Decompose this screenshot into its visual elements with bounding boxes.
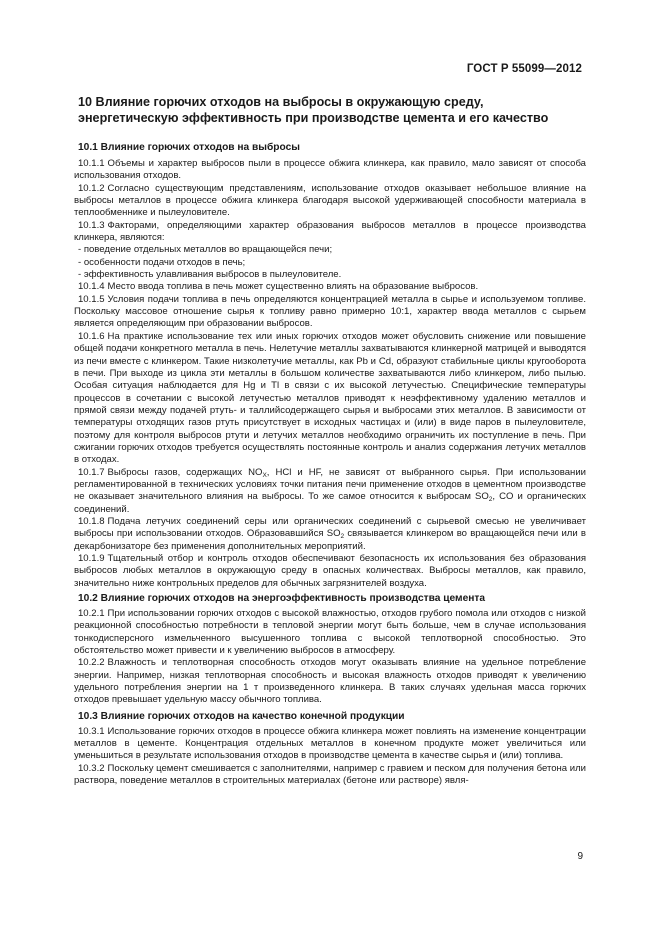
paragraph-number: 10.1.7 <box>78 466 105 478</box>
paragraph <box>74 608 586 657</box>
paragraph-number: 10.1.4 <box>78 281 105 293</box>
paragraph-text: , CO и органических соединений. <box>74 491 586 515</box>
paragraph-text: Влажность и теплотворная способность отходов могут оказывать влияние на удельное потребление энергии. Например, низкая теплотворная способность и высокая влажность отходов приводят к увеличению удельного потребления энергии на 1 т произведенного клинкера. В таких случаях удельная масса горючих отходов превышает удельную массу обычного топлива. <box>74 657 586 706</box>
paragraph-text: На практике использование тех или иных горючих отходов может обусловить снижение или повышение общей подачи конкретного металла в печь. Нелетучие металлы захватываются клинкерной матрицей и выводятся из печи вместе с клинкером. Такие низколетучие металлы, как Pb и Cd, образуют стабильные циклы кругооборота в печи. При выходе из цикла эти металлы в большом количестве захватываются либо клинкером, либо пылью. Особая ситуация наблюдается для Hg и Tl в связи с их высокой летучестью. Специфические температуры процессов в сочетании с высокой летучестью металлов приводят к неэффективному удалению металлов и прямой связи между подачей ртуть- и таллийсодержащего сырья и выбросами этих металлов. В зависимости от температуры отходящих газов ртуть присутствует в исходных частицах и (или) в виде паров в пылеуловителе, поэтому для контроля выбросов ртути и летучих металлов необходимо ограничить их поступление в печь. При сжигании горючих отходов требуется осуществлять постоянные контроль и анализ содержания летучих металлов в отходах. <box>74 330 586 466</box>
paragraph-number: 10.3.2 <box>78 762 105 774</box>
paragraph <box>74 331 586 467</box>
paragraph-number: 10.3.1 <box>78 725 105 737</box>
paragraph-number: 10.1.6 <box>78 330 105 342</box>
section-title: 10.1 Влияние горючих отходов на выбросы <box>78 142 300 153</box>
paragraph-text: Факторами, определяющими характер образования выбросов металлов в процессе производства клинкера, являются: <box>74 219 586 244</box>
paragraph <box>74 183 586 220</box>
section-title: 10.2 Влияние горючих отходов на энергоэффективность производства цемента <box>78 593 486 605</box>
paragraph-text: Согласно существующим представлениям, использование отходов оказывает небольшое влияние на выбросы металлов в процессе обжига клинкера благодаря высокой удерживающей способности материала в теплообменнике и пылеуловителе. <box>74 182 586 219</box>
paragraph-text: Выбросы газов, содержащих NO <box>107 466 263 478</box>
paragraph-text: Условия подачи топлива в печь определяются концентрацией металла в сырье и используемом топливе. Поскольку массовое отношение сырья к топливу равно примерно 10:1, характер ввода металлов с сырьем является определяющим при образовании выбросов. <box>74 293 586 330</box>
paragraph <box>74 657 586 706</box>
section-title: 10.3 Влияние горючих отходов на качество конечной продукции <box>78 710 405 722</box>
paragraph-number: 10.1.8 <box>78 515 105 527</box>
standard-header: ГОСТ Р 55099—2012 <box>466 63 582 75</box>
paragraph-text: Поскольку цемент смешивается с заполнителями, например с гравием и песком для получения бетона или раствора, поведение металлов в строительных материалах (бетоне или растворе) явля- <box>74 762 586 787</box>
subscript: X <box>262 471 267 479</box>
paragraph-text: связывается клинкером во вращающейся печи или в декарбонизаторе без применения дополнительных мероприятий. <box>74 528 586 552</box>
chapter-title: 10 Влияние горючих отходов на выбросы в окружающую среду, энергетическую эффективность при производстве цемента и его качество <box>78 95 549 125</box>
paragraph <box>74 553 586 590</box>
paragraph-number: 10.1.2 <box>78 182 105 194</box>
paragraph-text: При использовании горючих отходов с высокой влажностью, отходов грубого помола или отходов с низкой реакционной способностью потребности в тепловой энергии могут быть больше, чем в случае использования тонкодисперсного измельченного высушенного топлива с высокой теплотворной способностью. Это обстоятельство может привести и к увеличению выбросов в атмосферу. <box>74 608 586 657</box>
document-body <box>74 94 586 788</box>
paragraph-number: 10.1.5 <box>78 293 105 305</box>
paragraph <box>74 220 586 245</box>
paragraph-text: Тщательный отбор и контроль отходов обеспечивают безопасность их использования без образования выбросов любых металлов в окружающую среду в опасных количествах. Выбросы металлов, как правило, значительно ниже контрольных пределов для обычных загрязнителей воздуха. <box>74 553 586 589</box>
paragraph <box>74 726 586 763</box>
paragraph <box>74 158 586 183</box>
paragraph-text: , HCl и HF, не зависят от выбранного сырья. При использовании регламентированной в технических условиях точки питания печи применение отходов в цементном производстве не оказывает значительного влияния на выбросы. То же самое относится к выбросам SO <box>74 466 586 503</box>
paragraph-number: 10.2.2 <box>78 657 105 669</box>
paragraph <box>74 516 586 553</box>
list-item: - эффективность улавливания выбросов в пылеуловителе. <box>78 269 342 281</box>
subscript: 2 <box>340 533 345 541</box>
paragraph <box>74 281 586 293</box>
list-item: - поведение отдельных металлов во вращающейся печи; <box>78 244 333 256</box>
subscript: 2 <box>488 496 493 504</box>
paragraph-number: 10.2.1 <box>78 608 105 620</box>
list-item: - особенности подачи отходов в печь; <box>78 256 246 268</box>
page-number: 9 <box>577 851 583 862</box>
paragraph-text: Место ввода топлива в печь может существенно влиять на образование выбросов. <box>107 281 479 293</box>
paragraph-number: 10.1.9 <box>78 553 105 564</box>
paragraph <box>74 467 586 516</box>
paragraph-number: 10.1.3 <box>78 219 105 231</box>
paragraph <box>74 294 586 331</box>
paragraph-number: 10.1.1 <box>78 158 105 169</box>
paragraph-text: Объемы и характер выбросов пыли в процессе обжига клинкера, как правило, мало зависят от способа использования отходов. <box>74 158 586 182</box>
paragraph-text: Использование горючих отходов в процессе обжига клинкера может повлиять на изменение концентрации металлов в цементе. Концентрация отдельных металлов в конечном продукте может увеличиться или уменьшиться в результате использования отходов в производстве цемента в качестве сырья и (или) топлива. <box>74 725 586 762</box>
paragraph <box>74 763 586 788</box>
paragraph-text: Подача летучих соединений серы или органических соединений с сырьевой смесью не увеличивает выбросы при использовании отходов. Образовавшийся SO <box>74 515 586 540</box>
